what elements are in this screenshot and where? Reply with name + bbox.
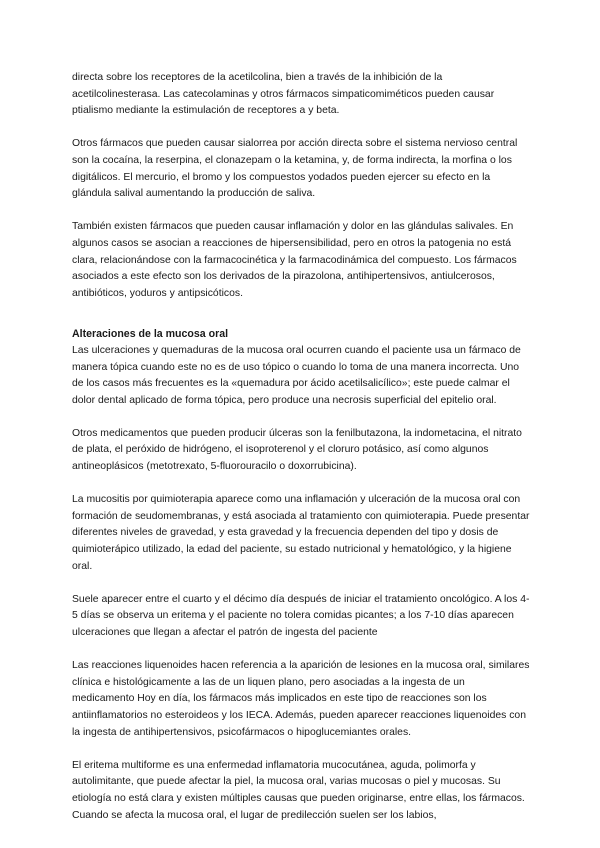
paragraph-glandulas-salivales: También existen fármacos que pueden causar inflamación y dolor en las glándulas salivales. En algunos casos se asocian a reacciones de hipersensibilidad, pero en otros la patogenia no está clara, relacionándose con la farmacocinética y la farmacodinámica del compuesto. Los fármacos asociados a este efecto son los derivados de la pirazolona, antihipertensivos, antiulcerosos, antibióticos, yoduros y antipsicóticos. [72, 221, 517, 299]
paragraph-sialorrea: Otros fármacos que pueden causar sialorrea por acción directa sobre el sistema nervioso central son la cocaína, la reserpina, el clonazepam o la ketamina, y, de forma indirecta, la morfina o los digitálicos. El mercurio, el bromo y los compuestos yodados pueden ejercer su efecto en la glándula salival aumentando la producción de saliva. [72, 138, 518, 200]
paragraph-ulceraciones: Las ulceraciones y quemaduras de la mucosa oral ocurren cuando el paciente usa un fármaco de manera tópica cuando este no es de uso tópico o cuando lo toma de una manera incorrecta. Uno de los casos más frecuentes es la «quemadura por ácido acetilsalicílico»; este puede calmar el dolor dental aplicado de forma tópica, pero produce una necrosis superficial del epitelio oral. [72, 344, 521, 406]
paragraph-aparicion: Suele aparecer entre el cuarto y el décimo día después de iniciar el tratamiento oncológico. A los 4-5 días se observa un eritema y el paciente no tolera comidas picantes; a los 7-10 días aparecen ulceraciones que llegan a afectar el patrón de ingesta del paciente [72, 593, 530, 638]
paragraph-medicamentos-ulceras: Otros medicamentos que pueden producir úlceras son la fenilbutazona, la indometacina, el nitrato de plata, el peróxido de hidrógeno, el isoproterenol y el cloruro potásico, así como algunos antineoplásicos (metotrexato, 5-fluorouracilo o doxorrubicina). [72, 427, 522, 473]
paragraph-mucositis: La mucositis por quimioterapia aparece como una inflamación y ulceración de la mucosa oral con formación de seudomembranas, y está asociada al tratamiento con quimioterapia. Puede presentar diferentes niveles de gravedad, y esta gravedad y la frecuencia dependen del tipo y dosis de quimioterápico utilizado, la edad del paciente, su estado nutricional y hematológico, y la higiene oral. [72, 494, 530, 572]
paragraph-acetilcolina: directa sobre los receptores de la acetilcolina, bien a través de la inhibición de la acetilcolinesterasa. Las catecolaminas y otros fármacos simpaticomiméticos pueden causar ptialismo mediante la estimulación de receptores a y beta. [72, 72, 495, 117]
section-heading: Alteraciones de la mucosa oral [72, 328, 229, 341]
paragraph-liquenoides: Las reacciones liquenoides hacen referencia a la aparición de lesiones en la mucosa oral, similares clínica e histológicamente a las de un liquen plano, pero asociadas a la ingesta de un medicamento Hoy en día, los fármacos más implicados en este tipo de reacciones son los antiinflamatorios no esteroideos y los IECA. Además, pueden aparecer reacciones liquenoides con la ingesta de antihipertensivos, psicofármacos o hipoglucemiantes orales. [72, 660, 530, 738]
paragraph-eritema-multiforme: El eritema multiforme es una enfermedad inflamatoria mucocutánea, aguda, polimorfa y autolimitante, que puede afectar la piel, la mucosa oral, varias mucosas o piel y mucosas. Su etiología no está clara y existen múltiples causas que pueden originarse, entre ellas, los fármacos. Cuando se afecta la mucosa oral, el lugar de predilección suelen ser los labios, [72, 759, 525, 821]
